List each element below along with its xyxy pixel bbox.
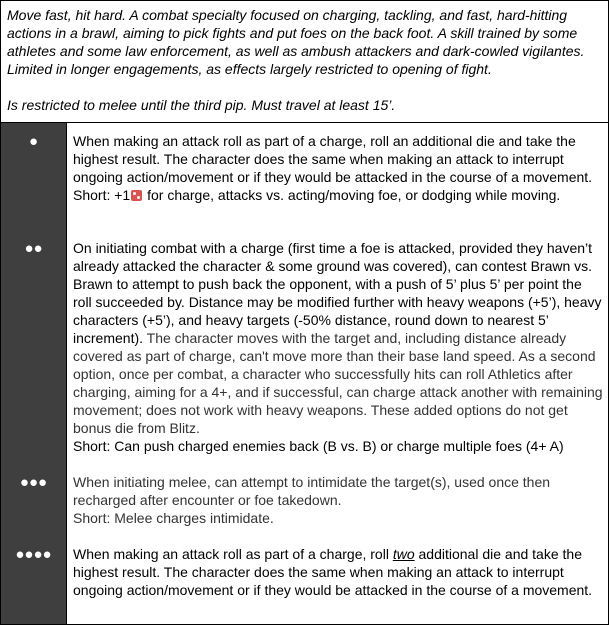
rank-3-short: Short: Melee charges intimidate. (73, 510, 274, 526)
pip-column (1, 123, 67, 624)
intro-box (1, 1, 608, 123)
pip-rank-2: ●● (24, 240, 43, 257)
red-die-icon (131, 190, 142, 201)
rank-2-body: On initiating combat with a charge (first time a foe is attacked, provided they haven’t already attacked the character & some ground was covered), can contest Brawn vs. Brawn to attempt to push back the opponent, with a push of 5’ plus 5’ per point the roll succeeded by. Distance may be modified further with heavy weapons (+5’), heavy characters (+5’), and heavy targets (-50% distance, round down to nearest 5’ increment). The character moves with the target and, including distance already covered as part of charge, can't move more than their base land speed. As a second option, once per combat, a character who successfully hits can roll Athletics after charging, aiming for a 4+, and if successful, can charge attack another with remaining movement; does not work with heavy weapons. These added options do not get bonus die from Blitz. (73, 240, 603, 436)
rank-1-body: When making an attack roll as part of a charge, roll an additional die and take the highest result. The character does the same when making an attack to interrupt ongoing action/movement or if they would be attacked in the course of a movement. (73, 133, 593, 185)
rank-1-text (73, 132, 603, 204)
rank-2-short: Short: Can push charged enemies back (B vs. B) or charge multiple foes (4+ A) (73, 438, 564, 454)
rank-4-body: When making an attack roll as part of a charge, roll two additional die and take the highest result. The character does the same when making an attack to interrupt ongoing action/movement or if they would be attacked in the course of a movement. (73, 546, 593, 598)
intro-restriction: Is restricted to melee until the third pip. Must travel at least 15’. (7, 97, 396, 113)
rank-3-body: When initiating melee, can attempt to intimidate the target(s), used once then recharged after encounter or foe takedown. (73, 474, 551, 508)
rank-4-text (73, 545, 603, 599)
rank-1-short: Short: +1 for charge, attacks vs. acting/moving foe, or dodging while moving. (73, 187, 561, 203)
intro-description: Move fast, hit hard. A combat specialty focused on charging, tackling, and fast, hard-hitting actions in a brawl, aiming to pick fights and put foes on the back foot. A skill trained by some athletes and some law enforcement, as well as ambush attackers and dark-cowled vigilantes. Limited in longer engagements, as effects largely restricted to opening of fight. (7, 7, 585, 77)
pip-rank-1: ● (28, 133, 39, 150)
pip-rank-4: ●●●● (15, 546, 52, 563)
rank-3-text (73, 473, 603, 527)
rank-2-text (73, 239, 603, 455)
pip-rank-3: ●●● (19, 474, 48, 491)
